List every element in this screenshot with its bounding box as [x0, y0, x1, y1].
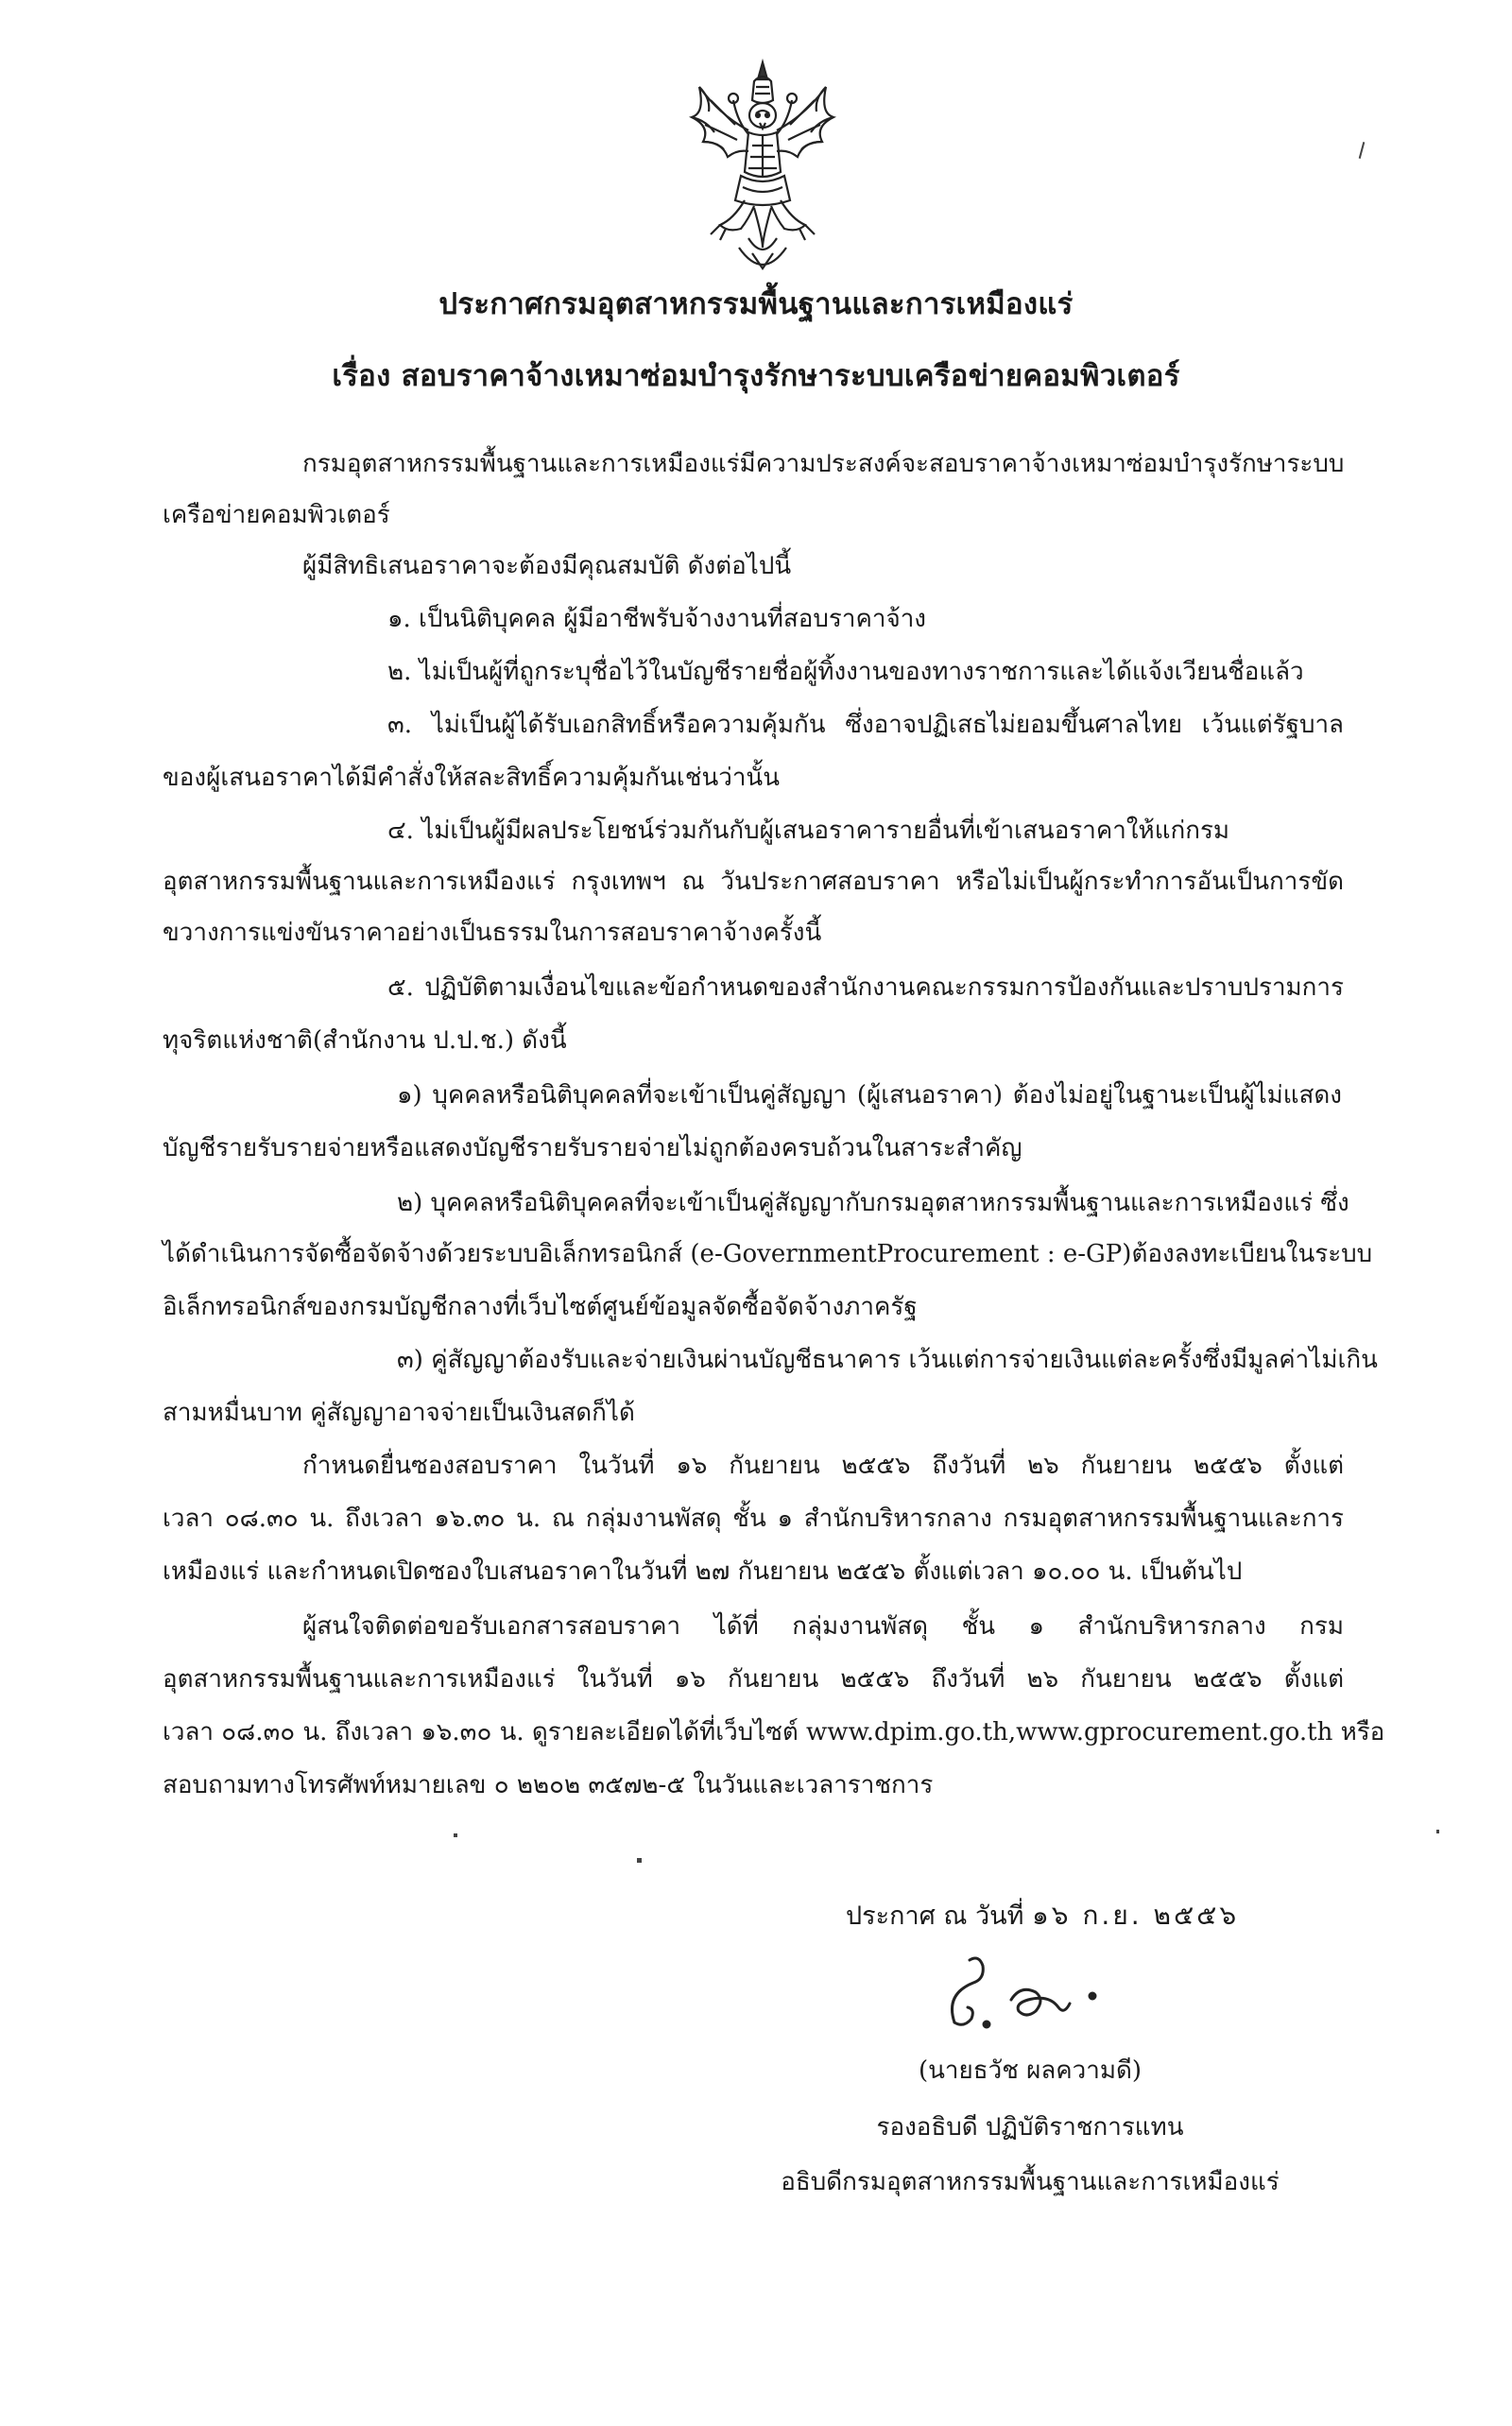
- announcement-subject: เรื่อง สอบราคาจ้างเหมาซ่อมบำรุงรักษาระบบเครือข่ายคอมพิวเตอร์: [332, 359, 1180, 393]
- scan-mark: [454, 1833, 457, 1837]
- document-pickup-line-2: อุตสาหกรรมพื้นฐานและการเหมืองแร่ ในวันที่ ๑๖ กันยายน ๒๕๕๖ ถึงวันที่ ๒๖ กันยายน ๒๕๕๖ ตั้งแต่: [163, 1665, 1344, 1694]
- qualification-item-5-line-1: ๕. ปฏิบัติตามเงื่อนไขและข้อกำหนดของสำนักงานคณะกรรมการป้องกันและปราบปรามการ: [387, 973, 1344, 1002]
- intro-line-1: กรมอุตสาหกรรมพื้นฐานและการเหมืองแร่มีความประสงค์จะสอบราคาจ้างเหมาซ่อมบำรุงรักษาระบบ: [302, 450, 1345, 478]
- qualification-item-2: ๒. ไม่เป็นผู้ที่ถูกระบุชื่อไว้ในบัญชีรายชื่อผู้ทิ้งงานของทางราชการและได้แจ้งเวียนชื่อแล้ว: [387, 658, 1304, 686]
- sub-item-3-line-1: ๓) คู่สัญญาต้องรับและจ่ายเงินผ่านบัญชีธนาคาร เว้นแต่การจ่ายเงินแต่ละครั้งซึ่งมีมูลค่าไม่เกิน: [397, 1346, 1378, 1374]
- qualification-item-3-line-1: ๓. ไม่เป็นผู้ได้รับเอกสิทธิ์หรือความคุ้มกัน ซึ่งอาจปฏิเสธไม่ยอมขึ้นศาลไทย เว้นแต่รัฐบาล: [387, 711, 1344, 739]
- signatory-name: (นายธวัช ผลความดี): [918, 2056, 1143, 2085]
- qualification-item-5-line-2: ทุจริตแห่งชาติ(สำนักงาน ป.ป.ช.) ดังนี้: [163, 1026, 567, 1055]
- scan-mark: [637, 1858, 642, 1863]
- sub-item-2-line-2: ได้ดำเนินการจัดซื้อจัดจ้างด้วยระบบอิเล็กทรอนิกส์ (e-GovernmentProcurement : e-GP)ต้องลงทะเบียนในระบบ: [163, 1240, 1373, 1268]
- sub-item-3-line-2: สามหมื่นบาท คู่สัญญาอาจจ่ายเป็นเงินสดก็ได้: [163, 1399, 635, 1427]
- scan-mark: [1359, 142, 1366, 159]
- announcement-date: [846, 1895, 1239, 1936]
- schedule-line-2: เวลา ๐๘.๓๐ น. ถึงเวลา ๑๖.๓๐ น. ณ กลุ่มงานพัสดุ ชั้น ๑ สำนักบริหารกลาง กรมอุตสาหกรรมพื้นฐานและการ: [163, 1505, 1344, 1533]
- sub-item-2-line-1: ๒) บุคคลหรือนิติบุคคลที่จะเข้าเป็นคู่สัญญากับกรมอุตสาหกรรมพื้นฐานและการเหมืองแร่ ซึ่ง: [397, 1189, 1349, 1217]
- sub-item-1-line-2: บัญชีรายรับรายจ่ายหรือแสดงบัญชีรายรับรายจ่ายไม่ถูกต้องครบถ้วนในสาระสำคัญ: [163, 1134, 1022, 1162]
- qualification-item-4-line-2: อุตสาหกรรมพื้นฐานและการเหมืองแร่ กรุงเทพฯ ณ วันประกาศสอบราคา หรือไม่เป็นผู้กระทำการอันเป็นการขัด: [163, 868, 1344, 896]
- intro-line-2: เครือข่ายคอมพิวเตอร์: [163, 501, 390, 529]
- document-pickup-line-3: เวลา ๐๘.๓๐ น. ถึงเวลา ๑๖.๓๐ น. ดูรายละเอียดได้ที่เว็บไซต์ www.dpim.go.th,www.gprocurement.go.th หรือ: [163, 1718, 1385, 1746]
- sub-item-2-line-3: อิเล็กทรอนิกส์ของกรมบัญชีกลางที่เว็บไซต์ศูนย์ข้อมูลจัดซื้อจัดจ้างภาครัฐ: [163, 1293, 918, 1321]
- signatory-organization: อธิบดีกรมอุตสาหกรรมพื้นฐานและการเหมืองแร่: [781, 2168, 1280, 2196]
- qualification-item-4-line-3: ขวางการแข่งขันราคาอย่างเป็นธรรมในการสอบราคาจ้างครั้งนี้: [163, 919, 822, 947]
- document-pickup-line-4: สอบถามทางโทรศัพท์หมายเลข ๐ ๒๒๐๒ ๓๕๗๒-๕ ในวันและเวลาราชการ: [163, 1771, 934, 1799]
- document-pickup-line-1: ผู้สนใจติดต่อขอรับเอกสารสอบราคา ได้ที่ กลุ่มงานพัสดุ ชั้น ๑ สำนักบริหารกลาง กรม: [302, 1612, 1344, 1641]
- qualification-item-4-line-1: ๔. ไม่เป็นผู้มีผลประโยชน์ร่วมกันกับผู้เสนอราคารายอื่นที่เข้าเสนอราคาให้แก่กรม: [387, 817, 1230, 845]
- sub-item-1-line-1: ๑) บุคคลหรือนิติบุคคลที่จะเข้าเป็นคู่สัญญา (ผู้เสนอราคา) ต้องไม่อยู่ในฐานะเป็นผู้ไม่แสดง: [397, 1081, 1342, 1110]
- scan-mark: [1436, 1830, 1439, 1833]
- qualification-item-3-line-2: ของผู้เสนอราคาได้มีคำสั่งให้สละสิทธิ์ความคุ้มกันเช่นว่านั้น: [163, 764, 780, 792]
- garuda-emblem-icon: [682, 59, 843, 285]
- schedule-line-3: เหมืองแร่ และกำหนดเปิดซองใบเสนอราคาในวันที่ ๒๗ กันยายน ๒๕๕๖ ตั้งแต่เวลา ๑๐.๐๐ น. เป็นต้นไป: [163, 1557, 1243, 1586]
- qualification-item-1: ๑. เป็นนิติบุคคล ผู้มีอาชีพรับจ้างงานที่สอบราคาจ้าง: [387, 605, 926, 633]
- announcement-date-value: ๑๖ ก.ย. ๒๕๕๖: [1032, 1900, 1240, 1931]
- qualification-heading: ผู้มีสิทธิเสนอราคาจะต้องมีคุณสมบัติ ดังต่อไปนี้: [302, 552, 792, 580]
- signature-image: [917, 1937, 1143, 2041]
- signatory-position: รองอธิบดี ปฏิบัติราชการแทน: [876, 2113, 1184, 2142]
- announcement-title: ประกาศกรมอุตสาหกรรมพื้นฐานและการเหมืองแร่: [438, 287, 1074, 321]
- announcement-date-label: ประกาศ ณ วันที่: [846, 1901, 1024, 1931]
- schedule-line-1: กำหนดยื่นซองสอบราคา ในวันที่ ๑๖ กันยายน ๒๕๕๖ ถึงวันที่ ๒๖ กันยายน ๒๕๕๖ ตั้งแต่: [302, 1452, 1344, 1480]
